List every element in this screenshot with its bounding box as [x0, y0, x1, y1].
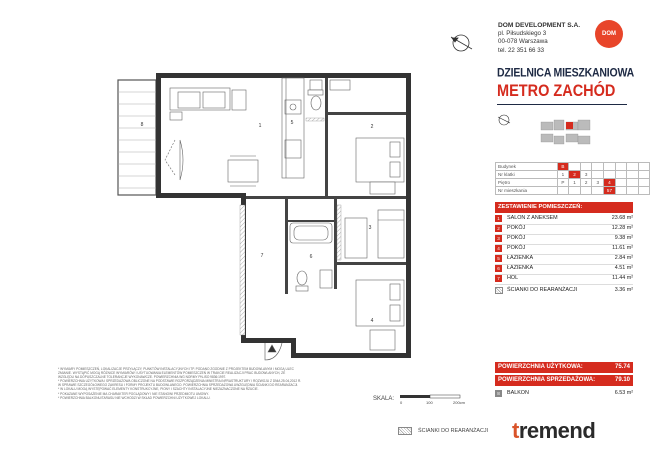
room-label-3: 3 [368, 225, 372, 231]
legal-notes: * WYMIARY POMIESZCZEŃ, LOKALIZACJE PRZYŁĄCZY, PUNKTÓW INSTALACYJNYCH ITP. PODANO ZGODNIE Z PROJEKTEM BUDOWLANYM I MOGĄ ULEC ZMIANIE. WYSTĄPIĆ MOGĄ RÓŻNICE WYMIARÓW I USYTUOWANIA ELEMENTÓW POMIESZCZEŃ W TRAKCIE REALIZACJI PRAC BUDOWLANYCH, ZE WZGLĘDU NA DOPUSZCZALNE TOLERANCJE WYKONAWCZE. POWIERZCHNIA WG NORMY PN-ISO 9836:1997. * POWIERZCHNIA UŻYTKOWA I SPRZEDAŻOWA OBLICZONE NA PODSTAWIE ROZPORZĄDZENIA MINISTRA INFRASTRUKTURY I ROZWOJU Z DNIA 25.04.2012 R. W SPRAWIE SZCZEGÓŁOWEGO ZAKRESU I FORMY PROJEKTU BUDOWLANEGO. POWIERZCHNIA SPRZEDAŻOWA UWZGLĘDNIA ŚCIANKI DO REARANŻACJI. * W LOKALU MOGĄ WYSTĘPOWAĆ ELEMENTY KONSTRUKCYJNE, PIONY I SZACHTY INSTALACYJNE NIEZAZNACZONE NA RZUCIE. * POKAZANE WYPOSAŻENIE MA CHARAKTER POGLĄDOWY I NIE STANOWI PRZEDMIOTU UMOWY. * POWIERZCHNIA BALKONU/TARASU NIE WCHODZI W SKŁAD POWIERZCHNI UŻYTKOWEJ LOKALU. [58, 367, 302, 400]
walls-row: ŚCIANKI DO REARANŻACJI 3.36 m² [495, 286, 633, 296]
room-label-4: 4 [370, 318, 374, 324]
usable-area-total: POWIERZCHNIA UŻYTKOWA: 75.74 [495, 362, 633, 373]
room-row: 2 POKÓJ 12.28 m² [495, 224, 633, 235]
developer-info [498, 22, 580, 55]
info-row-mieszkanie: Nr mieszkania 57 [496, 187, 650, 195]
room-row: 6 ŁAZIENKA 4.51 m² [495, 264, 633, 275]
brand-line1: DZIELNICA MIESZKANIOWA [497, 66, 634, 80]
legend-walls-label: ŚCIANKI DO REARANŻACJI [418, 428, 489, 434]
locator-compass-icon [498, 115, 510, 125]
info-row-klatka: Nr klatki 1 2 3 [496, 171, 650, 179]
bedroom-2-furniture [330, 80, 404, 194]
room-row: 1 SALON Z ANEKSEM 23.68 m² [495, 214, 633, 225]
scale-label: SKALA: [373, 396, 395, 402]
room-row: 4 POKÓJ 11.61 m² [495, 244, 633, 255]
entrance-door [265, 343, 282, 360]
bedroom-3-furniture [345, 210, 404, 258]
scale-tick-1: 100 [426, 400, 433, 405]
sale-area-total: POWIERZCHNIA SPRZEDAŻOWA: 79.10 [495, 375, 633, 386]
compass-icon [451, 35, 472, 51]
rooms-title: ZESTAWIENIE POMIESZCZEŃ: [495, 202, 633, 213]
selected-building-marker [566, 122, 573, 129]
bedroom-4-furniture [356, 280, 404, 350]
room-row: 5 ŁAZIENKA 2.84 m² [495, 254, 633, 265]
developer-phone: tel. 22 351 66 33 [498, 46, 545, 54]
tremend-logo: tremend [512, 418, 596, 443]
info-row-pietro: Piętro P 1 2 3 4 [496, 179, 650, 187]
scale-bar [398, 393, 470, 407]
room-label-1: 1 [258, 123, 262, 129]
room-row: 7 HOL 11.44 m² [495, 274, 633, 285]
dom-logo: DOM [595, 20, 623, 48]
hatch-swatch [495, 287, 503, 294]
brand-divider [497, 104, 627, 105]
brand-line2: METRO ZACHÓD [497, 82, 616, 101]
balcony-area [118, 80, 156, 195]
balcony-row: 8 BALKON 6.53 m² [495, 389, 633, 399]
room-label-2: 2 [370, 124, 374, 130]
room-label-5: 5 [290, 120, 294, 126]
building-locator-map [496, 112, 631, 167]
apartment-info-table [495, 162, 650, 195]
developer-name: DOM DEVELOPMENT S.A. [498, 22, 581, 29]
scale-tick-2: 200cm [453, 400, 466, 405]
living-furniture [165, 88, 258, 186]
developer-address2: 00-078 Warszawa [498, 38, 548, 46]
kitchen-units [282, 78, 304, 178]
info-row-budynek: Budynek B [496, 163, 650, 171]
legend-hatch-swatch [398, 427, 412, 435]
room-row: 3 POKÓJ 9.38 m² [495, 234, 633, 245]
room-label-8: 8 [140, 122, 144, 128]
bathroom-5-fixtures [308, 80, 323, 110]
developer-address1: pl. Piłsudskiego 3 [498, 30, 547, 38]
room-label-6: 6 [309, 254, 313, 260]
room-label-7: 7 [260, 253, 264, 259]
scale-tick-0: 0 [400, 400, 403, 405]
